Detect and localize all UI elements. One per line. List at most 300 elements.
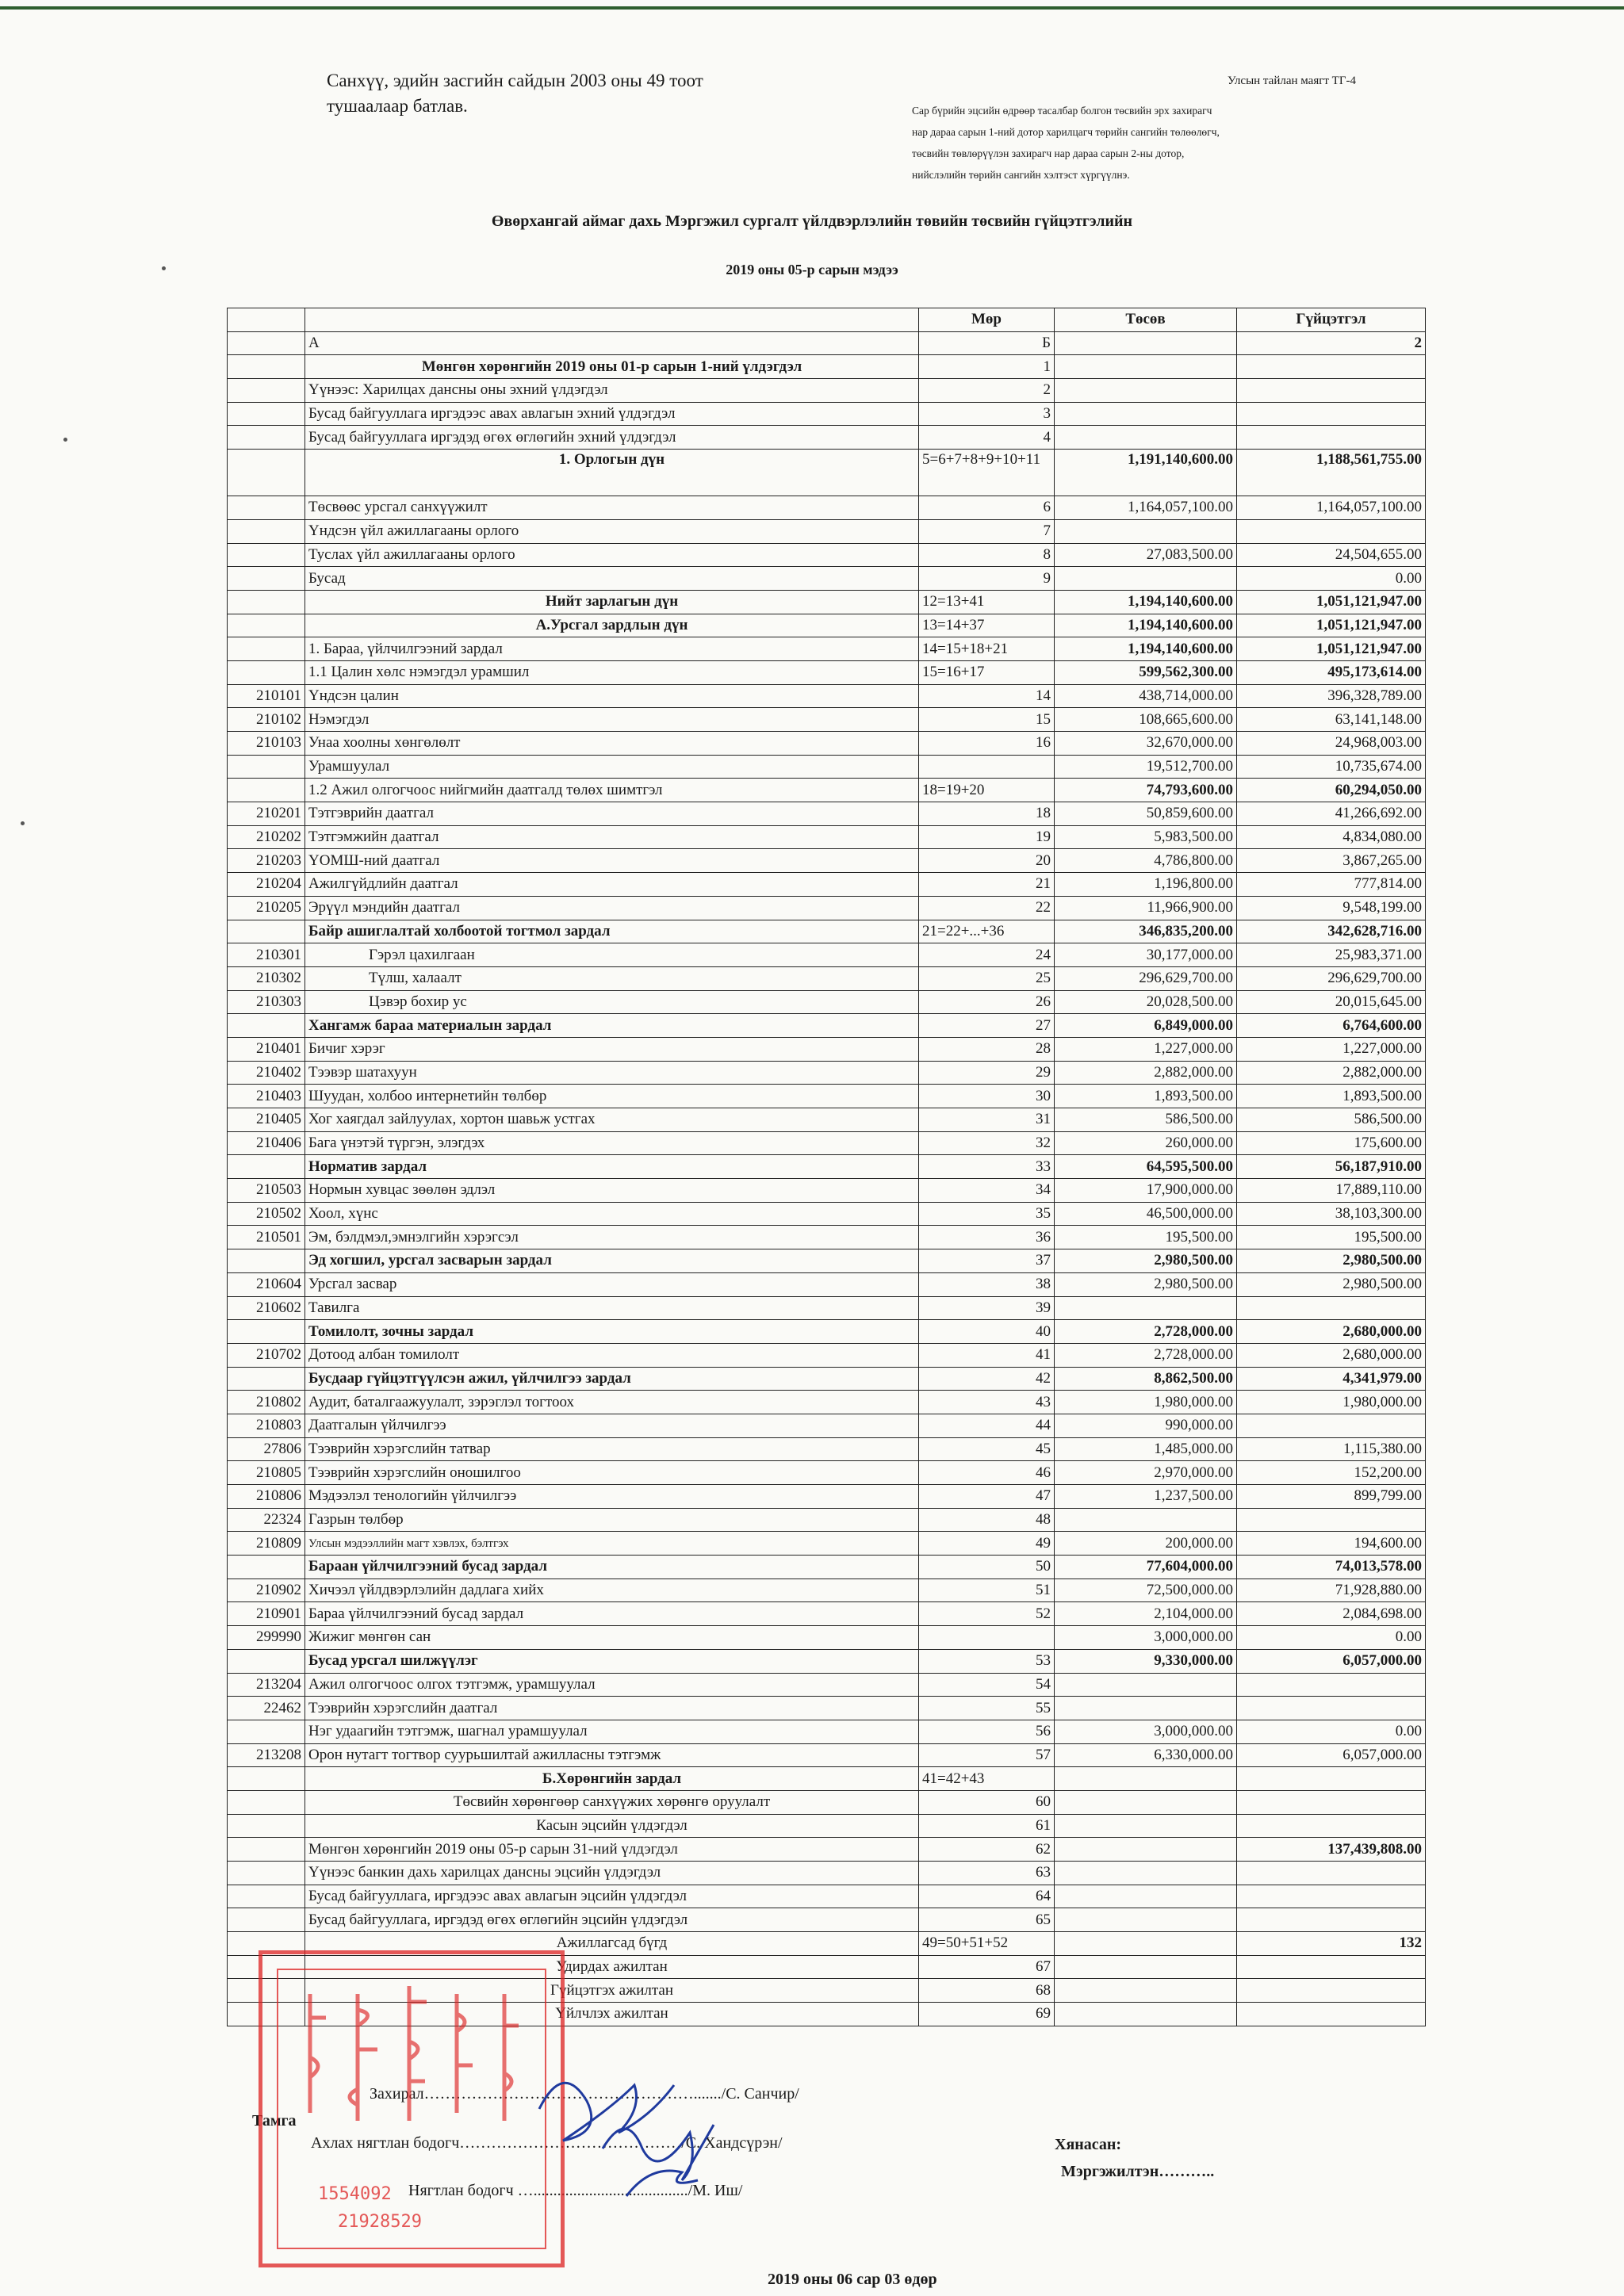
table-row: [228, 873, 1426, 897]
row-mor-cell: 45: [919, 1437, 1055, 1461]
row-actual-cell: 3,867,265.00: [1237, 849, 1426, 873]
row-actual-cell: 296,629,700.00: [1237, 966, 1426, 990]
table-row: [228, 1320, 1426, 1344]
row-mor-cell: 3: [919, 402, 1055, 426]
header-name: [305, 308, 919, 332]
table-row: [228, 1862, 1426, 1885]
table-row: [228, 1155, 1426, 1179]
row-budget-cell: [1055, 1955, 1237, 1979]
row-budget-cell: [1055, 1296, 1237, 1320]
row-name-cell: Эрүүл мэндийн даатгал: [305, 896, 919, 920]
row-mor-cell: 29: [919, 1061, 1055, 1085]
row-name-cell: Үйлчлэх ажилтан: [305, 2003, 919, 2026]
table-row: [228, 331, 1426, 355]
table-row: [228, 849, 1426, 873]
row-code-cell: 210809: [228, 1532, 305, 1556]
row-actual-cell: [1237, 1790, 1426, 1814]
row-mor-cell: 19: [919, 825, 1055, 849]
row-budget-cell: 2,882,000.00: [1055, 1061, 1237, 1085]
director-signature-line: Захирал……………………………………………......./С. Санчир/: [370, 2085, 799, 2103]
table-row: [228, 966, 1426, 990]
row-actual-cell: 777,814.00: [1237, 873, 1426, 897]
table-row: [228, 1226, 1426, 1249]
row-mor-cell: 54: [919, 1673, 1055, 1697]
row-budget-cell: 1,194,140,600.00: [1055, 614, 1237, 637]
row-mor-cell: 21=22+...+36: [919, 920, 1055, 943]
row-name-cell: Бусад байгууллага, иргэдээс авах авлагын эцсийн үлдэгдэл: [305, 1885, 919, 1908]
row-name-cell: Тэтгэврийн даатгал: [305, 802, 919, 826]
row-mor-cell: 38: [919, 1272, 1055, 1296]
row-mor-cell: 4: [919, 426, 1055, 450]
table-row: [228, 1437, 1426, 1461]
row-actual-cell: 1,227,000.00: [1237, 1037, 1426, 1061]
row-budget-cell: [1055, 1814, 1237, 1838]
row-budget-cell: 195,500.00: [1055, 1226, 1237, 1249]
table-row: [228, 1885, 1426, 1908]
row-name-cell: Байр ашиглалтай холбоотой тогтмол зардал: [305, 920, 919, 943]
row-mor-cell: 15: [919, 708, 1055, 732]
table-row: [228, 1179, 1426, 1203]
row-code-cell: 210205: [228, 896, 305, 920]
row-code-cell: 210204: [228, 873, 305, 897]
row-budget-cell: [1055, 1508, 1237, 1532]
row-budget-cell: [1055, 1885, 1237, 1908]
row-budget-cell: [1055, 1767, 1237, 1791]
table-row: [228, 637, 1426, 661]
table-row: [228, 1814, 1426, 1838]
row-budget-cell: [1055, 1790, 1237, 1814]
row-code-cell: 22462: [228, 1697, 305, 1720]
row-name-cell: Туслах үйл ажиллагааны орлого: [305, 543, 919, 567]
row-budget-cell: 6,330,000.00: [1055, 1743, 1237, 1767]
row-budget-cell: 50,859,600.00: [1055, 802, 1237, 826]
row-code-cell: [228, 1367, 305, 1391]
row-mor-cell: 61: [919, 1814, 1055, 1838]
scan-speck: [63, 438, 67, 442]
table-row: [228, 379, 1426, 403]
row-budget-cell: [1055, 1908, 1237, 1932]
row-name-cell: Бараан үйлчилгээний бусад зардал: [305, 1556, 919, 1579]
table-row: [228, 519, 1426, 543]
header-code: [228, 308, 305, 332]
row-name-cell: Ажиллагсад бүгд: [305, 1932, 919, 1956]
row-code-cell: [228, 1320, 305, 1344]
row-mor-cell: 48: [919, 1508, 1055, 1532]
row-actual-cell: 195,500.00: [1237, 1226, 1426, 1249]
row-code-cell: [228, 1249, 305, 1273]
row-mor-cell: 41=42+43: [919, 1767, 1055, 1791]
row-mor-cell: 51: [919, 1578, 1055, 1602]
row-code-cell: 210602: [228, 1296, 305, 1320]
table-row: [228, 1767, 1426, 1791]
row-actual-cell: 194,600.00: [1237, 1532, 1426, 1556]
row-budget-cell: 74,793,600.00: [1055, 779, 1237, 802]
row-code-cell: [228, 1885, 305, 1908]
table-row: [228, 825, 1426, 849]
row-mor-cell: 44: [919, 1414, 1055, 1437]
row-budget-cell: [1055, 1932, 1237, 1956]
row-name-cell: Түлш, халаалт: [305, 966, 919, 990]
row-code-cell: [228, 660, 305, 684]
row-actual-cell: 63,141,148.00: [1237, 708, 1426, 732]
table-row: [228, 1556, 1426, 1579]
row-mor-cell: 8: [919, 543, 1055, 567]
row-budget-cell: 1,164,057,100.00: [1055, 496, 1237, 520]
row-actual-cell: 2,980,500.00: [1237, 1249, 1426, 1273]
row-mor-cell: 33: [919, 1155, 1055, 1179]
row-actual-cell: 2,882,000.00: [1237, 1061, 1426, 1085]
table-row: [228, 1838, 1426, 1862]
row-actual-cell: 4,341,979.00: [1237, 1367, 1426, 1391]
row-actual-cell: [1237, 1908, 1426, 1932]
row-actual-cell: 71,928,880.00: [1237, 1578, 1426, 1602]
row-code-cell: 210102: [228, 708, 305, 732]
row-actual-cell: 1,051,121,947.00: [1237, 590, 1426, 614]
row-code-cell: [228, 402, 305, 426]
row-code-cell: [228, 1862, 305, 1885]
row-budget-cell: 1,485,000.00: [1055, 1437, 1237, 1461]
table-row: [228, 1508, 1426, 1532]
row-budget-cell: 9,330,000.00: [1055, 1649, 1237, 1673]
row-name-cell: 1.2 Ажил олгогчоос нийгмийн даатгалд төлөх шимтгэл: [305, 779, 919, 802]
row-name-cell: Нийт зарлагын дүн: [305, 590, 919, 614]
row-actual-cell: 10,735,674.00: [1237, 755, 1426, 779]
row-mor-cell: 22: [919, 896, 1055, 920]
table-row: [228, 1343, 1426, 1367]
row-actual-cell: 342,628,716.00: [1237, 920, 1426, 943]
row-name-cell: Бичиг хэрэг: [305, 1037, 919, 1061]
row-budget-cell: 346,835,200.00: [1055, 920, 1237, 943]
row-budget-cell: 1,196,800.00: [1055, 873, 1237, 897]
row-actual-cell: [1237, 1885, 1426, 1908]
row-mor-cell: 68: [919, 1979, 1055, 2003]
row-name-cell: Гэрэл цахилгаан: [305, 943, 919, 967]
row-budget-cell: 1,237,500.00: [1055, 1485, 1237, 1509]
row-name-cell: Тээвэр шатахуун: [305, 1061, 919, 1085]
row-budget-cell: [1055, 402, 1237, 426]
row-actual-cell: 9,548,199.00: [1237, 896, 1426, 920]
row-name-cell: Эм, бэлдмэл,эмнэлгийн хэрэгсэл: [305, 1226, 919, 1249]
row-budget-cell: 32,670,000.00: [1055, 732, 1237, 756]
row-budget-cell: 2,980,500.00: [1055, 1249, 1237, 1273]
row-code-cell: [228, 426, 305, 450]
row-actual-cell: 899,799.00: [1237, 1485, 1426, 1509]
row-actual-cell: 6,057,000.00: [1237, 1743, 1426, 1767]
row-budget-cell: 20,028,500.00: [1055, 990, 1237, 1014]
row-name-cell: Үүнээс: Харилцах дансны оны эхний үлдэгдэл: [305, 379, 919, 403]
row-name-cell: Хоол, хүнс: [305, 1202, 919, 1226]
row-budget-cell: [1055, 1838, 1237, 1862]
row-actual-cell: 24,968,003.00: [1237, 732, 1426, 756]
row-code-cell: [228, 1014, 305, 1038]
header-budget: Төсөв: [1055, 308, 1237, 332]
row-name-cell: Үндсэн цалин: [305, 684, 919, 708]
row-name-cell: Унаа хоолны хөнгөлөлт: [305, 732, 919, 756]
table-row: [228, 1367, 1426, 1391]
report-subtitle: 2019 оны 05-р сарын мэдээ: [726, 262, 898, 277]
row-code-cell: [228, 1790, 305, 1814]
row-budget-cell: 17,900,000.00: [1055, 1179, 1237, 1203]
row-code-cell: [228, 1720, 305, 1743]
row-budget-cell: [1055, 1697, 1237, 1720]
row-budget-cell: 1,227,000.00: [1055, 1037, 1237, 1061]
row-mor-cell: 12=13+41: [919, 590, 1055, 614]
row-code-cell: [228, 1838, 305, 1862]
row-code-cell: 210403: [228, 1085, 305, 1108]
row-actual-cell: 1,188,561,755.00: [1237, 450, 1426, 496]
row-name-cell: Бусдаар гүйцэтгүүлсэн ажил, үйлчилгээ зардал: [305, 1367, 919, 1391]
row-mor-cell: 52: [919, 1602, 1055, 1626]
row-actual-cell: [1237, 426, 1426, 450]
row-actual-cell: [1237, 1979, 1426, 2003]
row-actual-cell: 175,600.00: [1237, 1131, 1426, 1155]
table-row: [228, 943, 1426, 967]
row-code-cell: 210302: [228, 966, 305, 990]
table-row: [228, 896, 1426, 920]
stamp-label: Тамга: [252, 2112, 297, 2130]
row-mor-cell: 65: [919, 1908, 1055, 1932]
row-code-cell: 210502: [228, 1202, 305, 1226]
row-code-cell: 210101: [228, 684, 305, 708]
row-code-cell: 213204: [228, 1673, 305, 1697]
row-mor-cell: 20: [919, 849, 1055, 873]
row-mor-cell: 26: [919, 990, 1055, 1014]
table-row: [228, 1037, 1426, 1061]
budget-execution-table: [227, 308, 1426, 2026]
table-row: [228, 1602, 1426, 1626]
specialist-line: Мэргэжилтэн………..: [1061, 2163, 1215, 2180]
table-row: [228, 1108, 1426, 1132]
row-mor-cell: 55: [919, 1697, 1055, 1720]
row-budget-cell: 30,177,000.00: [1055, 943, 1237, 967]
row-code-cell: 210201: [228, 802, 305, 826]
row-name-cell: Цэвэр бохир ус: [305, 990, 919, 1014]
table-row: [228, 1461, 1426, 1485]
row-code-cell: [228, 637, 305, 661]
row-actual-cell: 137,439,808.00: [1237, 1838, 1426, 1862]
row-code-cell: [228, 1649, 305, 1673]
row-actual-cell: 2,084,698.00: [1237, 1602, 1426, 1626]
table-row: [228, 1414, 1426, 1437]
row-actual-cell: 2,980,500.00: [1237, 1272, 1426, 1296]
row-mor-cell: 60: [919, 1790, 1055, 1814]
row-mor-cell: 13=14+37: [919, 614, 1055, 637]
row-actual-cell: 38,103,300.00: [1237, 1202, 1426, 1226]
row-actual-cell: 152,200.00: [1237, 1461, 1426, 1485]
table-row: [228, 920, 1426, 943]
header-mor: Мөр: [919, 308, 1055, 332]
scan-speck: [162, 266, 166, 270]
row-name-cell: Орон нутагт тогтвор суурьшилтай ажилласны тэтгэмж: [305, 1743, 919, 1767]
row-code-cell: [228, 1908, 305, 1932]
row-actual-cell: 24,504,655.00: [1237, 543, 1426, 567]
report-title: Өвөрхангай аймаг дахь Мэргэжил сургалт үйлдвэрлэлийн төвийн төсвийн гүйцэтгэлийн: [491, 212, 1133, 230]
row-name-cell: Тээврийн хэрэгслийн оношилгоо: [305, 1461, 919, 1485]
row-actual-cell: 74,013,578.00: [1237, 1556, 1426, 1579]
row-mor-cell: 16: [919, 732, 1055, 756]
row-actual-cell: 2,680,000.00: [1237, 1320, 1426, 1344]
row-mor-cell: 18=19+20: [919, 779, 1055, 802]
row-mor-cell: 67: [919, 1955, 1055, 1979]
row-code-cell: 210503: [228, 1179, 305, 1203]
row-name-cell: Ажилгүйдлийн даатгал: [305, 873, 919, 897]
row-budget-cell: 1,194,140,600.00: [1055, 637, 1237, 661]
row-budget-cell: 1,893,500.00: [1055, 1085, 1237, 1108]
row-name-cell: 1. Бараа, үйлчилгээний зардал: [305, 637, 919, 661]
table-row: [228, 1131, 1426, 1155]
row-actual-cell: 495,173,614.00: [1237, 660, 1426, 684]
row-code-cell: 210303: [228, 990, 305, 1014]
row-actual-cell: 396,328,789.00: [1237, 684, 1426, 708]
table-row: [228, 450, 1426, 496]
table-row: [228, 1085, 1426, 1108]
row-actual-cell: 586,500.00: [1237, 1108, 1426, 1132]
row-mor-cell: 35: [919, 1202, 1055, 1226]
row-name-cell: А: [305, 331, 919, 355]
row-mor-cell: 40: [919, 1320, 1055, 1344]
row-budget-cell: 8,862,500.00: [1055, 1367, 1237, 1391]
row-code-cell: 210802: [228, 1391, 305, 1414]
row-name-cell: Тавилга: [305, 1296, 919, 1320]
row-budget-cell: [1055, 567, 1237, 591]
row-code-cell: 213208: [228, 1743, 305, 1767]
table-row: [228, 1202, 1426, 1226]
table-header-row: [228, 308, 1426, 332]
row-name-cell: Үүнээс банкин дахь харилцах дансны эцсийн үлдэгдэл: [305, 1862, 919, 1885]
row-name-cell: Эд хогшил, урсгал засварын зардал: [305, 1249, 919, 1273]
row-actual-cell: [1237, 1414, 1426, 1437]
row-name-cell: Хичээл үйлдвэрлэлийн дадлага хийх: [305, 1578, 919, 1602]
row-code-cell: 210401: [228, 1037, 305, 1061]
row-name-cell: Бусад: [305, 567, 919, 591]
row-budget-cell: 72,500,000.00: [1055, 1578, 1237, 1602]
row-code-cell: 210702: [228, 1343, 305, 1367]
accountant-signature-line: Нягтлан бодогч …......................................./М. Иш/: [408, 2182, 743, 2199]
table-row: [228, 614, 1426, 637]
row-mor-cell: 30: [919, 1085, 1055, 1108]
row-budget-cell: 3,000,000.00: [1055, 1626, 1237, 1650]
row-code-cell: [228, 614, 305, 637]
row-code-cell: 210103: [228, 732, 305, 756]
row-actual-cell: [1237, 1508, 1426, 1532]
row-name-cell: 1. Орлогын дүн: [305, 450, 919, 496]
row-mor-cell: 5=6+7+8+9+10+11: [919, 450, 1055, 496]
row-budget-cell: 64,595,500.00: [1055, 1155, 1237, 1179]
row-code-cell: 210405: [228, 1108, 305, 1132]
table-row: [228, 1485, 1426, 1509]
row-budget-cell: 11,966,900.00: [1055, 896, 1237, 920]
table-row: [228, 496, 1426, 520]
row-actual-cell: [1237, 1862, 1426, 1885]
row-code-cell: [228, 1814, 305, 1838]
table-row: [228, 543, 1426, 567]
row-actual-cell: 0.00: [1237, 567, 1426, 591]
stamp-number-2: 21928529: [338, 2212, 422, 2232]
row-budget-cell: [1055, 426, 1237, 450]
row-budget-cell: 438,714,000.00: [1055, 684, 1237, 708]
row-mor-cell: 32: [919, 1131, 1055, 1155]
row-budget-cell: [1055, 379, 1237, 403]
row-code-cell: [228, 379, 305, 403]
row-name-cell: Төсвийн хөрөнгөөр санхүүжих хөрөнгө оруулалт: [305, 1790, 919, 1814]
table-row: [228, 1697, 1426, 1720]
row-code-cell: 210803: [228, 1414, 305, 1437]
row-actual-cell: 0.00: [1237, 1626, 1426, 1650]
row-mor-cell: 2: [919, 379, 1055, 403]
row-actual-cell: 56,187,910.00: [1237, 1155, 1426, 1179]
row-name-cell: Бусад урсгал шилжүүлэг: [305, 1649, 919, 1673]
row-mor-cell: 46: [919, 1461, 1055, 1485]
row-mor-cell: 53: [919, 1649, 1055, 1673]
row-budget-cell: 1,980,000.00: [1055, 1391, 1237, 1414]
row-name-cell: Мөнгөн хөрөнгийн 2019 оны 05-р сарын 31-ний үлдэгдэл: [305, 1838, 919, 1862]
row-actual-cell: 2: [1237, 331, 1426, 355]
row-budget-cell: 260,000.00: [1055, 1131, 1237, 1155]
row-actual-cell: 132: [1237, 1932, 1426, 1956]
row-code-cell: 299990: [228, 1626, 305, 1650]
table-row: [228, 779, 1426, 802]
table-row: [228, 1673, 1426, 1697]
row-mor-cell: 25: [919, 966, 1055, 990]
row-name-cell: Газрын төлбөр: [305, 1508, 919, 1532]
row-name-cell: Бараа үйлчилгээний бусад зардал: [305, 1602, 919, 1626]
table-row: [228, 426, 1426, 450]
row-actual-cell: 60,294,050.00: [1237, 779, 1426, 802]
table-row: [228, 708, 1426, 732]
row-mor-cell: 62: [919, 1838, 1055, 1862]
row-code-cell: 210604: [228, 1272, 305, 1296]
table-row: [228, 1908, 1426, 1932]
row-code-cell: 210202: [228, 825, 305, 849]
row-name-cell: Норматив зардал: [305, 1155, 919, 1179]
row-mor-cell: [919, 755, 1055, 779]
row-mor-cell: 9: [919, 567, 1055, 591]
row-code-cell: [228, 755, 305, 779]
row-mor-cell: 43: [919, 1391, 1055, 1414]
row-name-cell: Удирдах ажилтан: [305, 1955, 919, 1979]
row-name-cell: Бусад байгууллага иргэдээс авах авлагын эхний үлдэгдэл: [305, 402, 919, 426]
chief-accountant-signature-line: Ахлах нягтлан бодогч……………………………………/С. Хандсүрэн/: [311, 2134, 783, 2152]
table-row: [228, 1532, 1426, 1556]
row-code-cell: 210806: [228, 1485, 305, 1509]
row-code-cell: [228, 920, 305, 943]
table-row: [228, 660, 1426, 684]
table-row: [228, 732, 1426, 756]
row-budget-cell: 990,000.00: [1055, 1414, 1237, 1437]
row-code-cell: [228, 543, 305, 567]
row-mor-cell: Б: [919, 331, 1055, 355]
table-row: [228, 990, 1426, 1014]
table-row: [228, 1743, 1426, 1767]
row-mor-cell: 7: [919, 519, 1055, 543]
row-mor-cell: 42: [919, 1367, 1055, 1391]
row-code-cell: [228, 331, 305, 355]
row-actual-cell: 41,266,692.00: [1237, 802, 1426, 826]
row-mor-cell: 28: [919, 1037, 1055, 1061]
row-name-cell: Мөнгөн хөрөнгийн 2019 оны 01-р сарын 1-ний үлдэгдэл: [305, 355, 919, 379]
table-row: [228, 1578, 1426, 1602]
row-name-cell: Тээврийн хэрэгслийн татвар: [305, 1437, 919, 1461]
row-mor-cell: 49=50+51+52: [919, 1932, 1055, 1956]
row-actual-cell: [1237, 1955, 1426, 1979]
row-budget-cell: 5,983,500.00: [1055, 825, 1237, 849]
row-name-cell: Ажил олгогчоос олгох тэтгэмж, урамшуулал: [305, 1673, 919, 1697]
row-budget-cell: 599,562,300.00: [1055, 660, 1237, 684]
row-code-cell: 210501: [228, 1226, 305, 1249]
row-name-cell: Даатгалын үйлчилгээ: [305, 1414, 919, 1437]
table-row: [228, 1391, 1426, 1414]
row-name-cell: Дотоод албан томилолт: [305, 1343, 919, 1367]
